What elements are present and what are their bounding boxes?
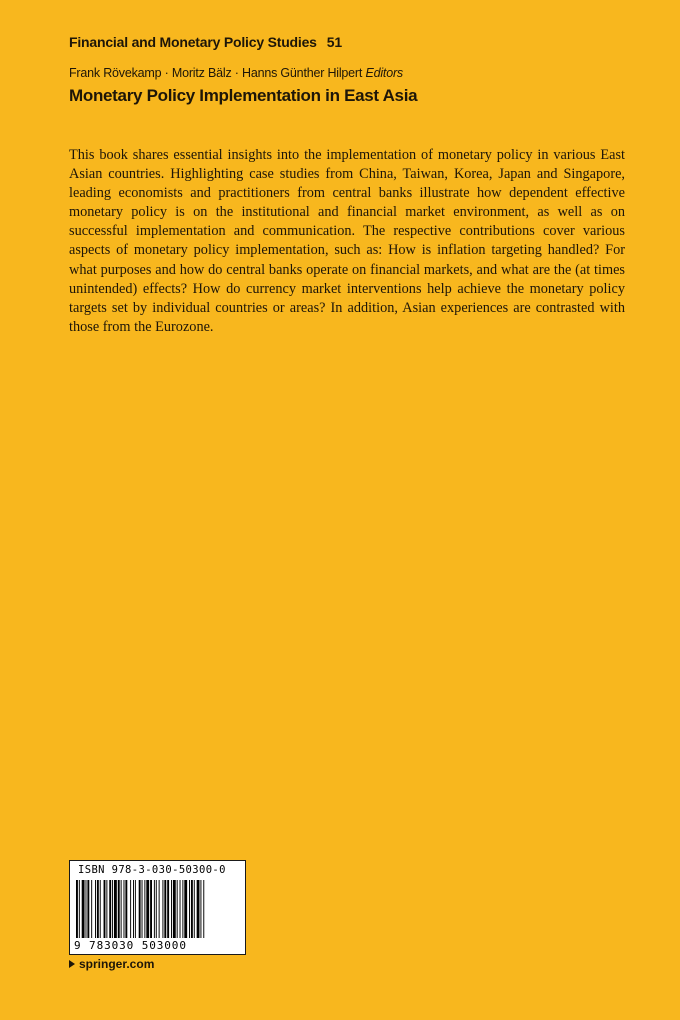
barcode-bar [97, 880, 99, 938]
barcode-bar [146, 880, 149, 938]
barcode-bar [154, 880, 155, 938]
barcode-bar [173, 880, 176, 938]
barcode-bar [114, 880, 117, 938]
barcode-bar [124, 880, 125, 938]
barcode-bar [79, 880, 80, 938]
barcode-bar [156, 880, 157, 938]
barcode-bar [87, 880, 89, 938]
barcode-bar [121, 880, 122, 938]
barcode-bar [106, 880, 107, 938]
barcode-bar [91, 880, 92, 938]
barcode-bar [159, 880, 160, 938]
barcode-bar [130, 880, 131, 938]
barcode-bar [180, 880, 181, 938]
barcode-bar [118, 880, 120, 938]
barcode-bar [144, 880, 145, 938]
series-name: Financial and Monetary Policy Studies [69, 34, 317, 50]
barcode-bar [194, 880, 195, 938]
editor-names: Frank Rövekamp · Moritz Bälz · Hanns Günther Hilpert [69, 66, 363, 80]
barcode-bar [100, 880, 101, 938]
barcode-digits: 9 783030 503000 [74, 939, 187, 952]
barcode-bar [76, 880, 78, 938]
editors-role: Editors [365, 66, 403, 80]
barcode-bar [95, 880, 96, 938]
barcode-bar [164, 880, 166, 938]
barcode-bar [104, 880, 106, 938]
barcode-bar [182, 880, 183, 938]
barcode-bar [133, 880, 134, 938]
barcode-bar [86, 880, 87, 938]
barcode-bar [189, 880, 190, 938]
barcode-bars [76, 880, 241, 938]
barcode-bar [184, 880, 187, 938]
series-number: 51 [326, 34, 342, 50]
barcode-bar [135, 880, 136, 938]
barcode-bar [112, 880, 113, 938]
barcode-bar [150, 880, 152, 938]
book-description: This book shares essential insights into the implementation of monetary policy in various East Asian countries. Highlighting case studies from China, Taiwan, Korea, Japan and Singapore, leading economists and practitioners from central banks illustrate how dependent effective monetary policy is on the institutional and financial market environment, as well as on successful implementation and communication. The respective contributions cover various aspects of monetary policy implementation, such as: How is inflation targeting handled? For what purposes and how do central banks operate on financial markets, and what are the (at times unintended) effects? How do currency market interventions help achieve the monetary policy targets set by individual countries or areas? In addition, Asian experiences are contrasted with those from the Eurozone. [69, 147, 625, 335]
barcode-bar [203, 880, 204, 938]
barcode-bar [109, 880, 111, 938]
isbn-barcode [69, 860, 246, 955]
publisher-url: springer.com [79, 957, 155, 971]
publisher-link[interactable] [69, 957, 154, 971]
barcode-bar [139, 880, 141, 938]
editors-line [69, 66, 403, 80]
book-title: Monetary Policy Implementation in East Asia [69, 86, 418, 105]
barcode-bar [200, 880, 201, 938]
series-line [69, 34, 342, 50]
barcode-bar [167, 880, 169, 938]
triangle-arrow-icon [69, 960, 75, 968]
barcode-bar [177, 880, 178, 938]
barcode-bar [197, 880, 200, 938]
barcode-bar [82, 880, 85, 938]
barcode-bar [171, 880, 172, 938]
barcode-bar [142, 880, 143, 938]
barcode-bar [162, 880, 163, 938]
isbn-label: ISBN 978-3-030-50300-0 [78, 864, 226, 876]
barcode-bar [125, 880, 127, 938]
barcode-bar [191, 880, 193, 938]
